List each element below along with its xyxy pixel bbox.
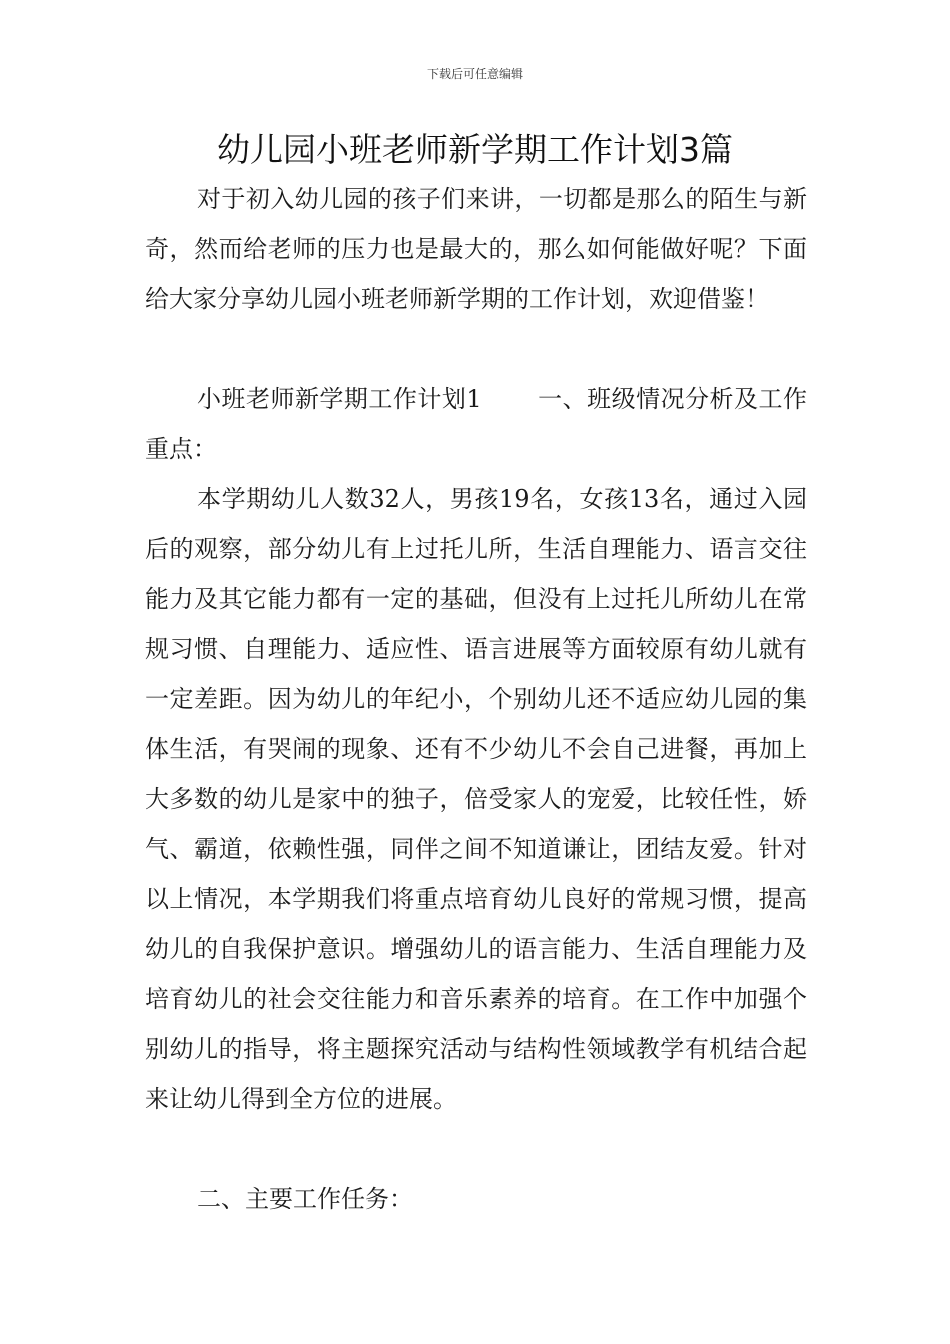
intro-paragraph: 对于初入幼儿园的孩子们来讲，一切都是那么的陌生与新奇，然而给老师的压力也是最大的，那么如何能做好呢？下面给大家分享幼儿园小班老师新学期的工作计划，欢迎借鉴！ [145,185,807,313]
document-title: 幼儿园小班老师新学期工作计划3篇 [217,130,733,169]
section-two-heading: 二、主要工作任务： [197,1185,413,1213]
section-one-body: 本学期幼儿人数32人，男孩19名，女孩13名，通过入园后的观察，部分幼儿有上过托儿所，生活自理能力、语言交往能力及其它能力都有一定的基础，但没有上过托儿所幼儿在常规习惯、自理能力、适应性、语言进展等方面较原有幼儿就有一定差距。因为幼儿的年纪小，个别幼儿还不适应幼儿园的集体生活，有哭闹的现象、还有不少幼儿不会自己进餐，再加上大多数的幼儿是家中的独子，倍受家人的宠爱，比较任性，娇气、霸道，依赖性强，同伴之间不知道谦让，团结友爱。针对以上情况，本学期我们将重点培育幼儿良好的常规习惯，提高幼儿的自我保护意识。增强幼儿的语言能力、生活自理能力及培育幼儿的社会交往能力和音乐素养的培育。在工作中加强个别幼儿的指导，将主题探究活动与结构性领域教学有机结合起来让幼儿得到全方位的进展。 [145,485,807,1113]
header-note: 下载后可任意编辑 [426,67,523,81]
plan-label: 小班老师新学期工作计划1 [197,385,482,413]
section-one-heading: 一、班级情况分析及工作重点： [145,385,807,463]
plan-paragraph [145,374,807,474]
